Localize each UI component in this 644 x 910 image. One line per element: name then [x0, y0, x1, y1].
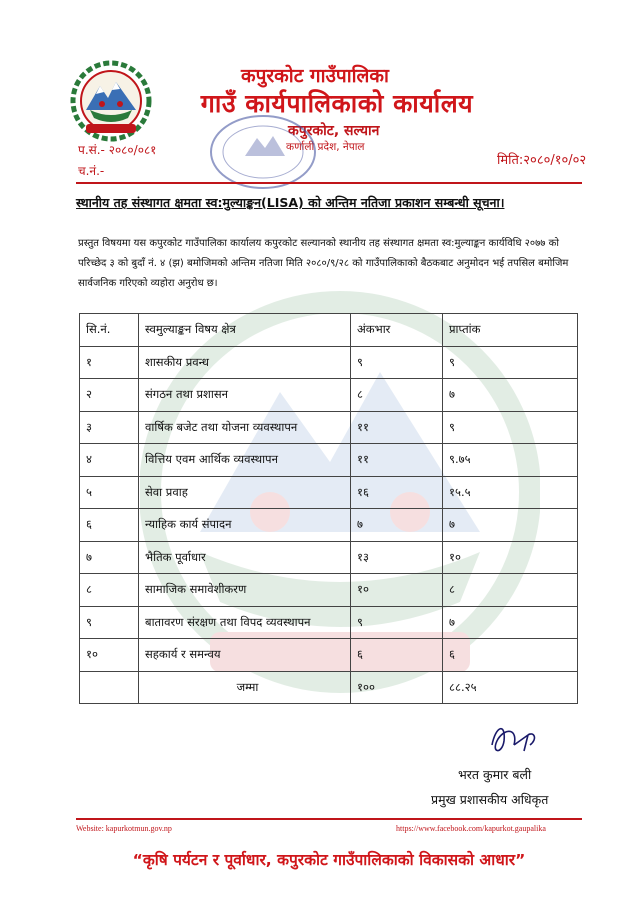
cell-serial: ६: [80, 509, 139, 542]
table-row: [80, 574, 578, 607]
cell-area: सेवा प्रवाह: [139, 476, 351, 509]
office-stamp-icon: [205, 108, 323, 192]
cell-area: भैतिक पूर्वाधार: [139, 541, 351, 574]
cell-score: ९.७५: [443, 444, 578, 477]
cell-serial: १: [80, 346, 139, 379]
table-row: [80, 509, 578, 542]
reference-number: प.सं.- २०८०/०८१: [78, 143, 157, 157]
cell-score: ७: [443, 606, 578, 639]
subject-line: स्थानीय तह संस्थागत क्षमता स्व:मुल्याङ्कन(LISA) को अन्तिम नतिजा प्रकाशन सम्बन्धी सूचना।: [76, 195, 505, 210]
table-row: [80, 541, 578, 574]
header-serial: सि.नं.: [80, 314, 139, 347]
cell-weight: ११: [351, 411, 443, 444]
header-divider: [76, 182, 582, 184]
cell-area: न्याहिक कार्य संपादन: [139, 509, 351, 542]
address-line-2: कर्णाली प्रदेश, नेपाल: [286, 141, 365, 153]
letter-date: मिति:२०८०/१०/०२: [497, 153, 587, 168]
cell-weight: ९: [351, 346, 443, 379]
signature-icon: [484, 715, 544, 765]
nepal-emblem-icon: [68, 58, 154, 144]
cell-serial: ४: [80, 444, 139, 477]
table-row: [80, 411, 578, 444]
cell-area: बातावरण संरक्षण तथा विपद व्यवस्थापन: [139, 606, 351, 639]
footer-divider: [76, 818, 582, 820]
signatory-title: प्रमुख प्रशासकीय अधिकृत: [431, 792, 549, 807]
cell-score: ७: [443, 509, 578, 542]
cell-weight: १६: [351, 476, 443, 509]
address-line-1: कपुरकोट, सल्यान: [288, 123, 380, 139]
header-area: स्वमुल्याङ्कन विषय क्षेत्र: [139, 314, 351, 347]
total-weight: १००: [351, 671, 443, 704]
notice-body: प्रस्तुत विषयमा यस कपुरकोट गाउँपालिका कार्यालय कपुरकोट सल्यानको स्थानीय तह संस्थागत क्षमता स्व:मुल्याङ्कन कार्यविधि २०७७ को परिच्छेद ३ को बुदाँ नं. ४ (झ) बमोजिमको अन्तिम नतिजा मिति २०८०/९/२८ को गाउँपालिकाको बैठकबाट अनुमोदन भई तपसिल बमोजिम सार्वजनिक गरिएको व्यहोरा अनुरोध छ।: [78, 238, 569, 289]
website-link[interactable]: Website: kapurkotmun.gov.np: [76, 824, 172, 833]
table-row: [80, 476, 578, 509]
cell-score: १५.५: [443, 476, 578, 509]
dispatch-number: च.नं.-: [78, 164, 105, 178]
cell-serial: ७: [80, 541, 139, 574]
cell-score: ७: [443, 379, 578, 412]
cell-serial: ५: [80, 476, 139, 509]
cell-weight: ७: [351, 509, 443, 542]
cell-area: वार्षिक बजेट तथा योजना व्यवस्थापन: [139, 411, 351, 444]
cell-serial-empty: [80, 671, 139, 704]
cell-score: ९: [443, 411, 578, 444]
cell-weight: ८: [351, 379, 443, 412]
cell-score: ६: [443, 639, 578, 672]
table-header-row: [80, 314, 578, 347]
cell-weight: १०: [351, 574, 443, 607]
table-row: [80, 606, 578, 639]
cell-score: १०: [443, 541, 578, 574]
results-table: [79, 313, 578, 704]
cell-area: संगठन तथा प्रशासन: [139, 379, 351, 412]
total-label: जम्मा: [139, 671, 351, 704]
cell-area: वित्तिय एवम आर्थिक व्यवस्थापन: [139, 444, 351, 477]
cell-score: ८: [443, 574, 578, 607]
header-weight: अंकभार: [351, 314, 443, 347]
cell-score: ९: [443, 346, 578, 379]
cell-serial: १०: [80, 639, 139, 672]
cell-area: सामाजिक समावेशीकरण: [139, 574, 351, 607]
org-subtitle: कपुरकोट गाउँपालिका: [241, 65, 389, 87]
org-title: गाउँ कार्यपालिकाको कार्यालय: [200, 89, 474, 118]
header-score: प्राप्तांक: [443, 314, 578, 347]
cell-serial: ८: [80, 574, 139, 607]
table-row: [80, 639, 578, 672]
cell-serial: ३: [80, 411, 139, 444]
slogan: “कृषि पर्यटन र पूर्वाधार, कपुरकोट गाउँपालिकाको विकासको आधार”: [132, 851, 526, 869]
cell-area: सहकार्य र समन्वय: [139, 639, 351, 672]
total-score: ८८.२५: [443, 671, 578, 704]
table-row: [80, 379, 578, 412]
cell-serial: ९: [80, 606, 139, 639]
cell-area: शासकीय प्रवन्ध: [139, 346, 351, 379]
table-row: [80, 444, 578, 477]
cell-weight: ९: [351, 606, 443, 639]
cell-weight: ६: [351, 639, 443, 672]
facebook-link[interactable]: https://www.facebook.com/kapurkot.gaupalika: [396, 824, 546, 833]
cell-weight: १३: [351, 541, 443, 574]
table-total-row: [80, 671, 578, 704]
table-row: [80, 346, 578, 379]
cell-weight: ११: [351, 444, 443, 477]
cell-serial: २: [80, 379, 139, 412]
signatory-name: भरत कुमार बली: [458, 767, 532, 782]
